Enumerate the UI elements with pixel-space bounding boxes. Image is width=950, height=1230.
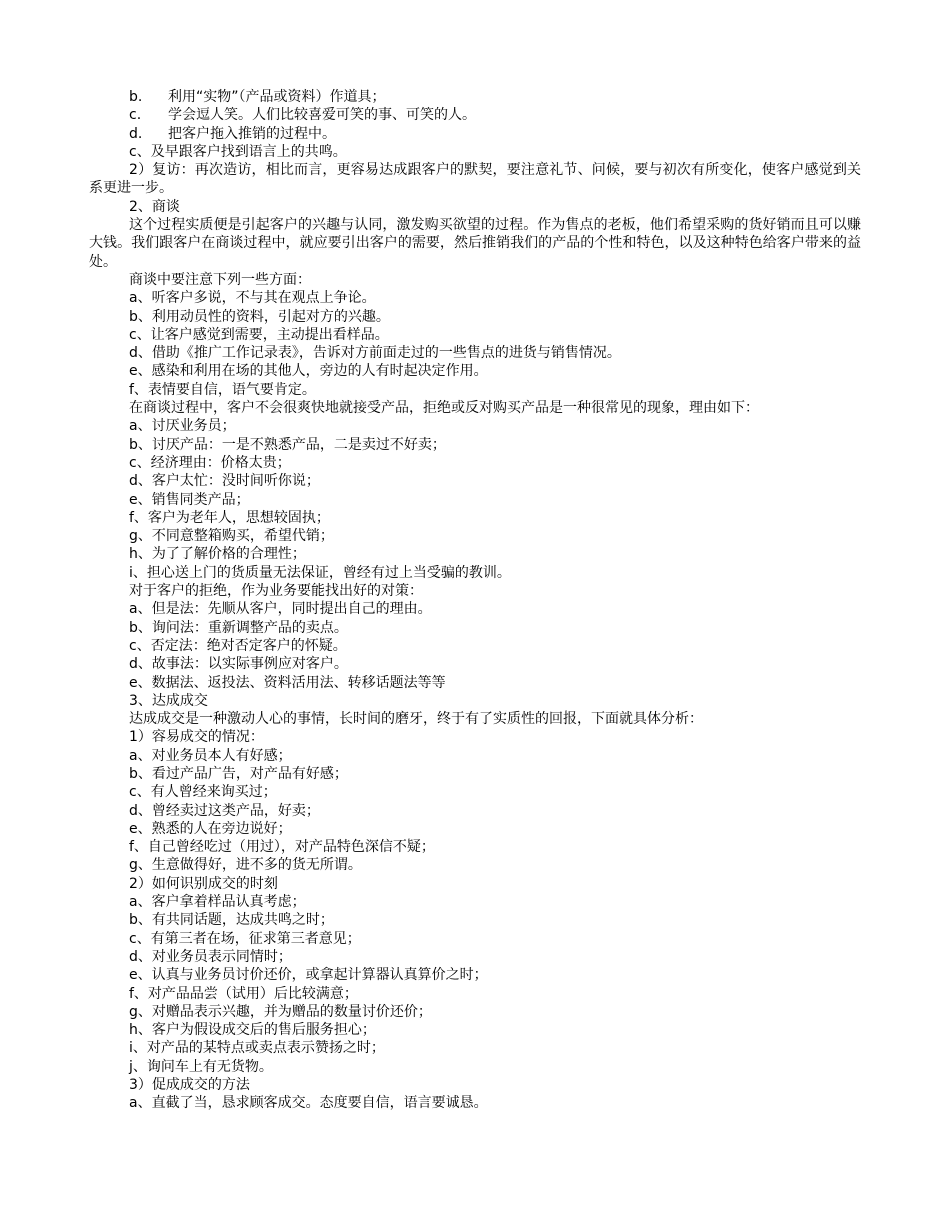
list-item: a、客户拿着样品认真考虑； bbox=[129, 894, 306, 911]
list-item: a、对业务员本人有好感； bbox=[129, 747, 292, 764]
list-item bbox=[89, 88, 861, 106]
section-paragraph: 这个过程实质便是引起客户的兴趣与认同，激发购买欲望的过程。作为售点的老板，他们希望采购的货好销而且可以赚大钱。我们跟客户在商谈过程中，就应要引出客户的需要，然后推销我们的产品的个性和特色，以及这种特色给客户带来的益处。 bbox=[89, 217, 861, 270]
list-marker: b. bbox=[129, 89, 143, 105]
list-item: j、询问车上有无货物。 bbox=[129, 1058, 273, 1075]
list-intro: 在商谈过程中，客户不会很爽快地就接受产品，拒绝或反对购买产品是一种很常见的现象，理由如下： bbox=[129, 400, 759, 417]
list-item: c、否定法：绝对否定客户的怀疑。 bbox=[129, 637, 347, 654]
list-item: f、表情要自信，语气要肯定。 bbox=[129, 381, 316, 398]
list-marker: c. bbox=[129, 107, 142, 124]
list-text: 把客户拖入推销的过程中。 bbox=[168, 125, 336, 142]
list-item: f、对产品品尝（试用）后比较满意； bbox=[129, 985, 358, 1002]
section-heading: 3、达成成交 bbox=[129, 692, 208, 709]
list-item: b、询问法：重新调整产品的卖点。 bbox=[129, 619, 348, 636]
subsection-heading: 2）如何识别成交的时刻 bbox=[129, 875, 278, 892]
list-item: d、故事法：以实际事例应对客户。 bbox=[129, 656, 348, 673]
list-item: d、对业务员表示同情时； bbox=[129, 948, 292, 965]
subsection-heading: 3）促成成交的方法 bbox=[129, 1077, 250, 1094]
list-item: f、自己曾经吃过（用过），对产品特色深信不疑； bbox=[129, 839, 435, 856]
list-item: d、曾经卖过这类产品，好卖； bbox=[129, 802, 320, 819]
list-item: g、对赠品表示兴趣，并为赠品的数量讨价还价； bbox=[129, 1003, 432, 1020]
list-item: c、有第三者在场，征求第三者意见； bbox=[129, 930, 361, 947]
list-item: d、借助《推广工作记录表》，告诉对方前面走过的一些售点的进货与销售情况。 bbox=[129, 345, 621, 362]
list-item: e、数据法、返投法、资料活用法、转移话题法等等 bbox=[129, 674, 446, 691]
list-item: b、有共同话题，达成共鸣之时； bbox=[129, 912, 334, 929]
section-heading: 2、商谈 bbox=[129, 198, 180, 215]
list-item: g、生意做得好，进不多的货无所谓。 bbox=[129, 857, 362, 874]
document-body bbox=[89, 88, 861, 1113]
list-item: i、担心送上门的货质量无法保证，曾经有过上当受骗的教训。 bbox=[129, 564, 511, 581]
list-item: e、感染和利用在场的其他人，旁边的人有时起决定作用。 bbox=[129, 363, 488, 380]
list-item: c、及早跟客户找到语言上的共鸣。 bbox=[129, 143, 347, 160]
list-item: b、利用动员性的资料，引起对方的兴趣。 bbox=[129, 308, 390, 325]
list-item: c、有人曾经来询买过； bbox=[129, 784, 277, 801]
list-item bbox=[89, 106, 861, 124]
list-item: e、熟悉的人在旁边说好； bbox=[129, 820, 292, 837]
list-intro: 对于客户的拒绝，作为业务要能找出好的对策： bbox=[129, 583, 423, 600]
subsection-heading: 1）容易成交的情况： bbox=[129, 729, 264, 746]
list-item: e、认真与业务员讨价还价，或拿起计算器认真算价之时； bbox=[129, 967, 488, 984]
list-item: a、但是法：先顺从客户，同时提出自己的理由。 bbox=[129, 601, 432, 618]
list-item: h、为了了解价格的合理性； bbox=[129, 546, 306, 563]
list-item: b、看过产品广告，对产品有好感； bbox=[129, 765, 348, 782]
list-item: a、讨厌业务员； bbox=[129, 418, 236, 435]
list-text: 利用“实物”（产品或资料）作道具； bbox=[168, 89, 386, 105]
list-item: c、让客户感觉到需要，主动提出看样品。 bbox=[129, 326, 389, 343]
list-item: c、经济理由：价格太贵； bbox=[129, 454, 291, 471]
list-item: h、客户为假设成交后的售后服务担心； bbox=[129, 1022, 376, 1039]
section-intro: 达成成交是一种激动人心的事情，长时间的磨牙，终于有了实质性的回报，下面就具体分析： bbox=[129, 711, 703, 728]
list-text: 学会逗人笑。人们比较喜爱可笑的事、可笑的人。 bbox=[168, 107, 476, 124]
revisit-paragraph: 2）复访：再次造访，相比而言，更容易达成跟客户的默契，要注意礼节、问候，要与初次有所变化，使客户感觉到关系更进一步。 bbox=[89, 162, 861, 197]
list-item: a、直截了当，恳求顾客成交。态度要自信，语言要诚恳。 bbox=[129, 1095, 488, 1112]
list-item: i、对产品的某特点或卖点表示赞扬之时； bbox=[129, 1040, 385, 1057]
list-item: e、销售同类产品； bbox=[129, 491, 250, 508]
list-item: d、客户太忙：没时间听你说； bbox=[129, 473, 320, 490]
list-item bbox=[89, 125, 861, 143]
list-intro: 商谈中要注意下列一些方面： bbox=[129, 271, 311, 288]
list-item: f、客户为老年人，思想较固执； bbox=[129, 509, 330, 526]
list-item: a、听客户多说，不与其在观点上争论。 bbox=[129, 290, 376, 307]
list-item: b、讨厌产品：一是不熟悉产品，二是卖过不好卖； bbox=[129, 436, 446, 453]
list-item: g、不同意整箱购买，希望代销； bbox=[129, 528, 334, 545]
list-marker: d. bbox=[129, 125, 143, 142]
